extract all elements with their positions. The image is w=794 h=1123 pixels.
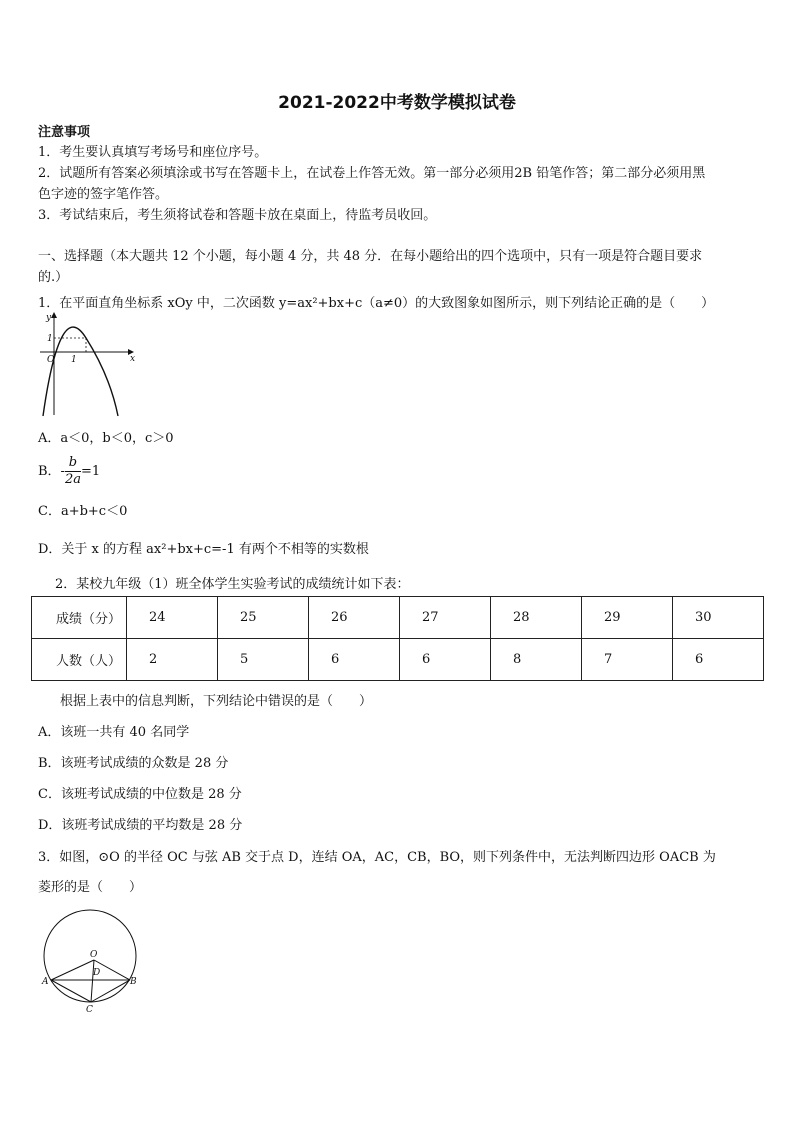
q2-stem: 2．某校九年级（1）班全体学生实验考试的成绩统计如下表： [55, 577, 410, 592]
notice-item-2-cont: 色字迹的签字笔作答。 [38, 187, 169, 202]
segment-cb [91, 980, 130, 1002]
q2-option-d: D．该班考试成绩的平均数是 28 分 [38, 818, 243, 833]
table-cell: 2 [127, 639, 218, 681]
x-axis-label: x [130, 354, 136, 364]
q1-stem: 1．在平面直角坐标系 xOy 中，二次函数 y=ax²+bx+c（a≠0）的大致图象如图所示，则下列结论正确的是（ ） [38, 296, 715, 311]
table-cell: 6 [309, 639, 400, 681]
table-row [32, 597, 764, 639]
table-row-header: 人数（人） [32, 639, 127, 681]
fraction [65, 455, 81, 488]
score-table [31, 596, 764, 681]
notice-item-2: 2．试题所有答案必须填涂或书写在答题卡上，在试卷上作答无效。第一部分必须用2B 铅笔作答；第二部分必须用黑 [38, 166, 706, 181]
table-cell: 6 [673, 639, 764, 681]
radius-oc [91, 960, 94, 1002]
label-o: O [90, 950, 98, 960]
section1-heading: 一、选择题（本大题共 12 个小题，每小题 4 分，共 48 分．在每小题给出的四个选项中，只有一项是符合题目要求 [38, 249, 703, 264]
x-tick-label: 1 [71, 355, 77, 365]
table-cell: 24 [127, 597, 218, 639]
q1-option-a: A．a＜0，b＜0，c＞0 [38, 431, 174, 446]
y-axis-label: y [46, 313, 52, 323]
q2-question: 根据上表中的信息判断，下列结论中错误的是（ ） [60, 694, 373, 709]
notice-item-1: 1．考生要认真填写考场号和座位序号。 [38, 145, 268, 160]
q1-option-b [38, 455, 100, 488]
table-cell: 25 [218, 597, 309, 639]
segment-oa [51, 960, 94, 980]
table-row [32, 639, 764, 681]
q2-option-b: B．该班考试成绩的众数是 28 分 [38, 756, 229, 771]
table-cell: 6 [400, 639, 491, 681]
table-row-header: 成绩（分） [32, 597, 127, 639]
q3-stem-cont: 菱形的是（ ） [38, 880, 143, 895]
fraction-numerator: b [65, 455, 81, 472]
table-cell: 29 [582, 597, 673, 639]
y-tick-label: 1 [47, 334, 53, 344]
q2-option-c: C．该班考试成绩的中位数是 28 分 [38, 787, 242, 802]
q3-stem: 3．如图，⊙O 的半径 OC 与弦 AB 交于点 D，连结 OA，AC，CB，BO，则下列条件中，无法判断四边形 OACB 为 [38, 850, 716, 865]
label-c: C [86, 1005, 93, 1015]
label-b: B [130, 977, 137, 987]
q1-option-d: D．关于 x 的方程 ax²+bx+c=-1 有两个不相等的实数根 [38, 542, 369, 557]
origin-label: O [47, 355, 55, 365]
table-cell: 26 [309, 597, 400, 639]
page-title: 2021-2022中考数学模拟试卷 [278, 93, 516, 113]
label-a: A [42, 977, 49, 987]
q2-option-a: A．该班一共有 40 名同学 [38, 725, 190, 740]
y-axis-arrow [51, 312, 57, 318]
notice-item-3: 3．考试结束后，考生须将试卷和答题卡放在桌面上，待监考员收回。 [38, 208, 437, 223]
segment-ac [51, 980, 91, 1002]
table-cell: 27 [400, 597, 491, 639]
table-cell: 8 [491, 639, 582, 681]
table-cell: 28 [491, 597, 582, 639]
table-cell: 5 [218, 639, 309, 681]
table-cell: 7 [582, 639, 673, 681]
table-cell: 30 [673, 597, 764, 639]
q1-option-b-prefix: B．- [38, 464, 65, 479]
q3-circle-figure [38, 908, 148, 1018]
notice-heading: 注意事项 [38, 125, 91, 140]
fraction-denominator: 2a [64, 472, 81, 487]
section1-heading-cont: 的.） [38, 270, 69, 285]
label-d: D [93, 968, 101, 978]
q1-parabola-graph [40, 310, 140, 418]
q1-option-c: C．a+b+c＜0 [38, 504, 128, 519]
q1-option-b-suffix: =1 [80, 464, 101, 479]
